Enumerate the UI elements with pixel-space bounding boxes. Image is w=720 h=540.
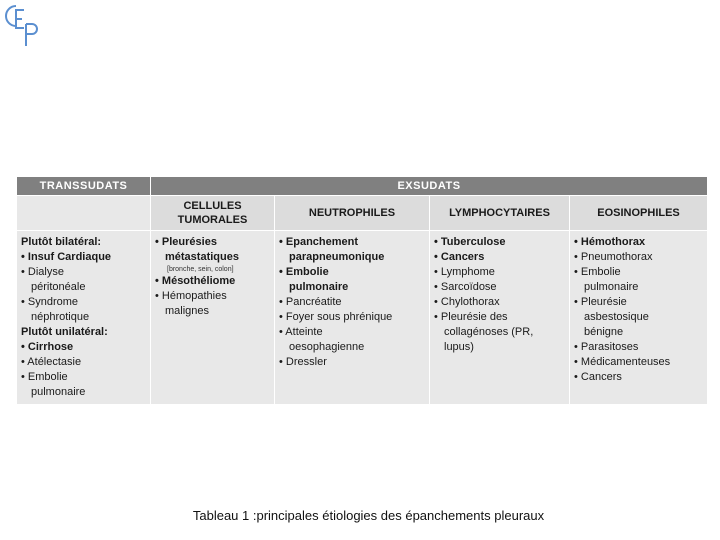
lymphocytaires-item: • Sarcoïdose [434, 281, 497, 293]
cellules-item: • Pleurésies [155, 236, 217, 248]
cep-logo-icon [2, 2, 38, 48]
etiologies-table [16, 176, 707, 404]
cellules-item: • Hémopathies [155, 290, 227, 302]
subheader-empty [17, 196, 151, 231]
transsudats-item: pulmonaire [31, 386, 86, 398]
subheader-cellules [151, 196, 275, 231]
subheader-lymphocytaires: LYMPHOCYTAIRES [430, 196, 570, 231]
eosinophiles-item: asbestosique [584, 311, 649, 323]
neutrophiles-item: pulmonaire [289, 281, 349, 293]
lymphocytaires-item: • Chylothorax [434, 296, 500, 308]
eosinophiles-item: bénigne [584, 326, 624, 338]
subheader-cellules-line: CELLULES [183, 200, 242, 212]
header-transsudats: TRANSSUDATS [17, 177, 151, 196]
cellules-item: métastatiques [165, 251, 239, 263]
col-neutrophiles [275, 231, 430, 405]
col-transsudats [17, 231, 151, 405]
eosinophiles-item: • Pleurésie [574, 296, 627, 308]
eosinophiles-item: • Cancers [574, 371, 622, 383]
lymphocytaires-item: • Pleurésie des [434, 311, 508, 323]
cellules-item: • Mésothéliome [155, 275, 236, 287]
eosinophiles-item: • Médicamenteuses [574, 356, 671, 368]
caption-label: Tableau 1 : [192, 508, 257, 523]
lymphocytaires-item: collagénoses (PR, [444, 326, 534, 338]
neutrophiles-item: • Epanchement [279, 236, 359, 248]
cellules-item: malignes [165, 305, 210, 317]
transsudats-item: péritonéale [31, 281, 86, 293]
neutrophiles-item: • Foyer sous phrénique [279, 311, 393, 323]
col-cellules [151, 231, 275, 405]
eosinophiles-item: • Embolie [574, 266, 621, 278]
header-exsudats: EXSUDATS [151, 177, 708, 196]
caption-text: principales étiologies des épanchements pleuraux [256, 508, 545, 523]
lymphocytaires-item: • Cancers [434, 251, 485, 263]
subheader-cellules-line: TUMORALES [177, 214, 248, 226]
transsudats-item: Plutôt unilatéral: [21, 326, 108, 338]
transsudats-item: Plutôt bilatéral: [21, 236, 102, 248]
transsudats-item: néphrotique [31, 311, 90, 323]
neutrophiles-item: • Embolie [279, 266, 329, 278]
neutrophiles-item: • Pancréatite [279, 296, 342, 308]
lymphocytaires-item: • Tuberculose [434, 236, 506, 248]
neutrophiles-item: • Dressler [279, 356, 327, 368]
eosinophiles-item: • Parasitoses [574, 341, 639, 353]
transsudats-item: • Syndrome [21, 296, 79, 308]
subheader-neutrophiles: NEUTROPHILES [275, 196, 430, 231]
col-lymphocytaires [430, 231, 570, 405]
lymphocytaires-item: lupus) [444, 341, 474, 353]
neutrophiles-item: • Atteinte [279, 326, 323, 338]
transsudats-item: • Atélectasie [21, 356, 82, 368]
transsudats-item: • Dialyse [21, 266, 64, 278]
cellules-item: [bronche, sein, colon] [167, 266, 234, 273]
subheader-eosinophiles: EOSINOPHILES [570, 196, 708, 231]
transsudats-item: • Embolie [21, 371, 68, 383]
table-caption [0, 508, 720, 523]
lymphocytaires-item: • Lymphome [434, 266, 495, 278]
eosinophiles-item: • Hémothorax [574, 236, 646, 248]
neutrophiles-item: oesophagienne [289, 341, 365, 353]
col-eosinophiles [570, 231, 708, 405]
transsudats-item: • Insuf Cardiaque [21, 251, 112, 263]
eosinophiles-item: • Pneumothorax [574, 251, 653, 263]
neutrophiles-item: parapneumonique [289, 251, 385, 263]
transsudats-item: • Cirrhose [21, 341, 74, 353]
eosinophiles-item: pulmonaire [584, 281, 639, 293]
